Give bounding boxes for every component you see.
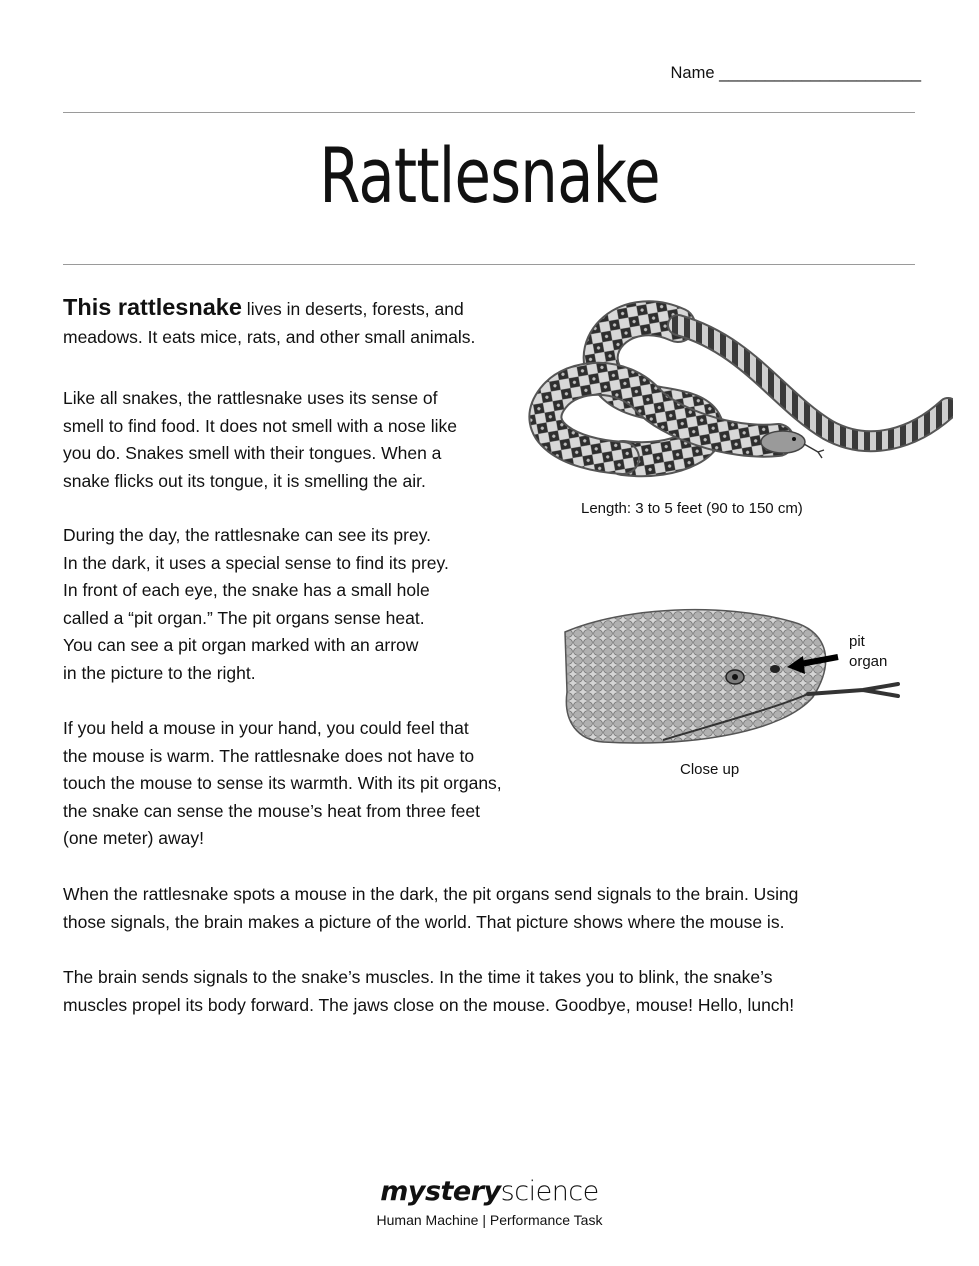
title-divider	[63, 264, 915, 265]
paragraph-strike	[63, 964, 923, 1019]
pit-organ-label	[849, 632, 887, 672]
text-line: the snake can sense the mouse’s heat from three feet	[63, 800, 481, 821]
name-field[interactable]	[671, 64, 922, 83]
logo-light-text: science	[500, 1176, 599, 1207]
footer-subtitle: Human Machine | Performance Task	[376, 1212, 603, 1228]
text-line: In the dark, it uses a special sense to find its prey.	[63, 552, 449, 573]
paragraph-brain-picture	[63, 881, 923, 936]
text-line: the mouse is warm. The rattlesnake does not have to	[63, 745, 475, 766]
snake-length-caption: Length: 3 to 5 feet (90 to 150 cm)	[581, 500, 803, 517]
text-line: smell to find food. It does not smell with a nose like	[63, 415, 457, 436]
closeup-caption: Close up	[680, 761, 740, 778]
text-line: Like all snakes, the rattlesnake uses its sense of	[63, 388, 438, 408]
text-line: (one meter) away!	[63, 828, 205, 848]
text-line: those signals, the brain makes a picture of the world. That picture shows where the mouse is.	[63, 911, 785, 932]
top-divider	[63, 112, 915, 113]
text-line: You can see a pit organ marked with an arrow	[63, 635, 419, 655]
text-line: called a “pit organ.” The pit organs sense heat.	[63, 607, 425, 628]
logo-bold-text: mystery	[380, 1176, 501, 1207]
page-title: Rattlesnake	[319, 131, 660, 220]
text-line: If you held a mouse in your hand, you could feel that	[63, 718, 469, 738]
pit-label-line1: pit	[849, 633, 865, 650]
mystery-science-logo	[0, 1176, 979, 1207]
rattlesnake-illustration	[528, 290, 953, 490]
text-line: in the picture to the right.	[63, 662, 256, 683]
rattlesnake-image	[528, 290, 953, 490]
text-line: The brain sends signals to the snake’s muscles. In the time it takes you to blink, the snake’s	[63, 967, 773, 987]
text-line: touch the mouse to sense its warmth. With its pit organs,	[63, 773, 502, 793]
text-line: In front of each eye, the snake has a small hole	[63, 580, 430, 600]
intro-rest: lives in deserts, forests, and	[241, 299, 464, 319]
intro-line2: meadows. It eats mice, rats, and other small animals.	[63, 326, 476, 347]
paragraph-pit-organ	[63, 522, 449, 687]
snake-head-closeup	[563, 602, 900, 750]
intro-lead: This rattlesnake	[63, 294, 242, 320]
text-line: When the rattlesnake spots a mouse in the dark, the pit organs send signals to the brain. Using	[63, 884, 799, 904]
text-line: snake flicks out its tongue, it is smelling the air.	[63, 470, 426, 491]
name-label: Name	[670, 64, 715, 82]
text-line: muscles propel its body forward. The jaws close on the mouse. Goodbye, mouse! Hello, lunch!	[63, 994, 795, 1015]
paragraph-warmth	[63, 715, 502, 853]
name-blank[interactable]: ______________________	[719, 64, 921, 82]
text-line: you do. Snakes smell with their tongues. When a	[63, 443, 442, 463]
text-line: During the day, the rattlesnake can see its prey.	[63, 525, 432, 545]
closeup-image	[563, 602, 900, 750]
intro-paragraph	[63, 294, 533, 351]
pit-label-line2: organ	[849, 653, 888, 670]
paragraph-smell	[63, 385, 457, 495]
